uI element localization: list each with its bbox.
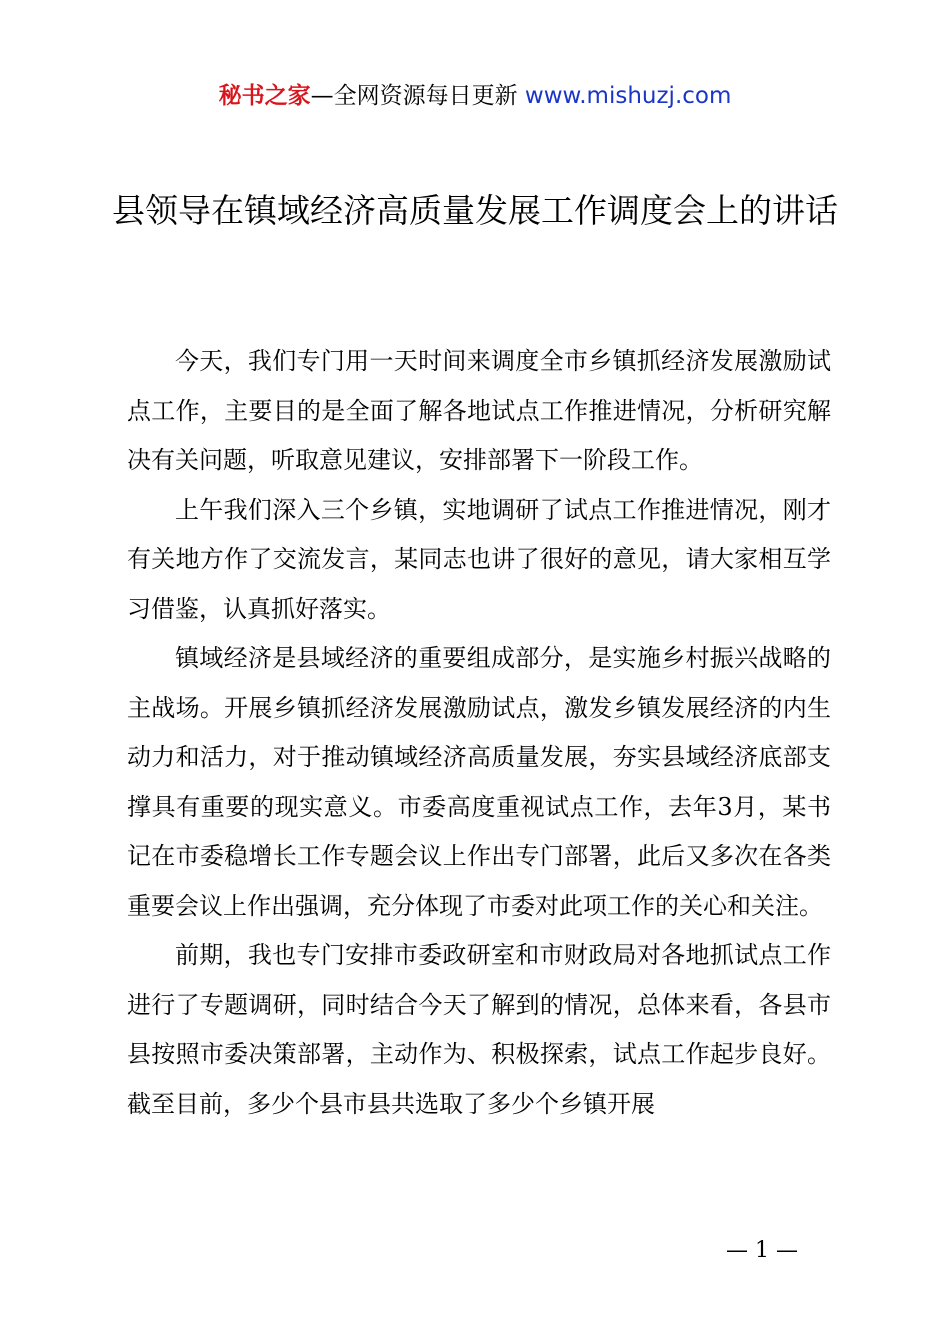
site-header [0, 80, 950, 112]
document-body [127, 337, 831, 1129]
site-tagline: —全网资源每日更新 [310, 83, 525, 109]
paragraph: 上午我们深入三个乡镇，实地调研了试点工作推进情况，刚才有关地方作了交流发言，某同志也讲了很好的意见，请大家相互学习借鉴，认真抓好落实。 [127, 495, 831, 623]
paragraph: 前期，我也专门安排市委政研室和市财政局对各地抓试点工作进行了专题调研，同时结合今天了解到的情况，总体来看，各县市县按照市委决策部署，主动作为、积极探索，试点工作起步良好。截至目前，多少个县市县共选取了多少个乡镇开展 [127, 941, 831, 1118]
document-title: 县领导在镇域经济高质量发展工作调度会上的讲话 [112, 191, 838, 230]
site-brand: 秘书之家 [218, 83, 311, 109]
paragraph: 今天，我们专门用一天时间来调度全市乡镇抓经济发展激励试点工作，主要目的是全面了解各地试点工作推进情况，分析研究解决有关问题，听取意见建议，安排部署下一阶段工作。 [127, 347, 831, 474]
paragraph: 镇域经济是县域经济的重要组成部分，是实施乡村振兴战略的主战场。开展乡镇抓经济发展激励试点，激发乡镇发展经济的内生动力和活力，对于推动镇域经济高质量发展，夯实县域经济底部支撑具有重要的现实意义。市委高度重视试点工作，去年3月，某书记在市委稳增长工作专题会议上作出专门部署，此后又多次在各类重要会议上作出强调，充分体现了市委对此项工作的关心和关注。 [127, 644, 831, 920]
site-url-link[interactable]: www.mishuzj.com [524, 83, 732, 109]
page-number: — 1 — [726, 1238, 798, 1263]
